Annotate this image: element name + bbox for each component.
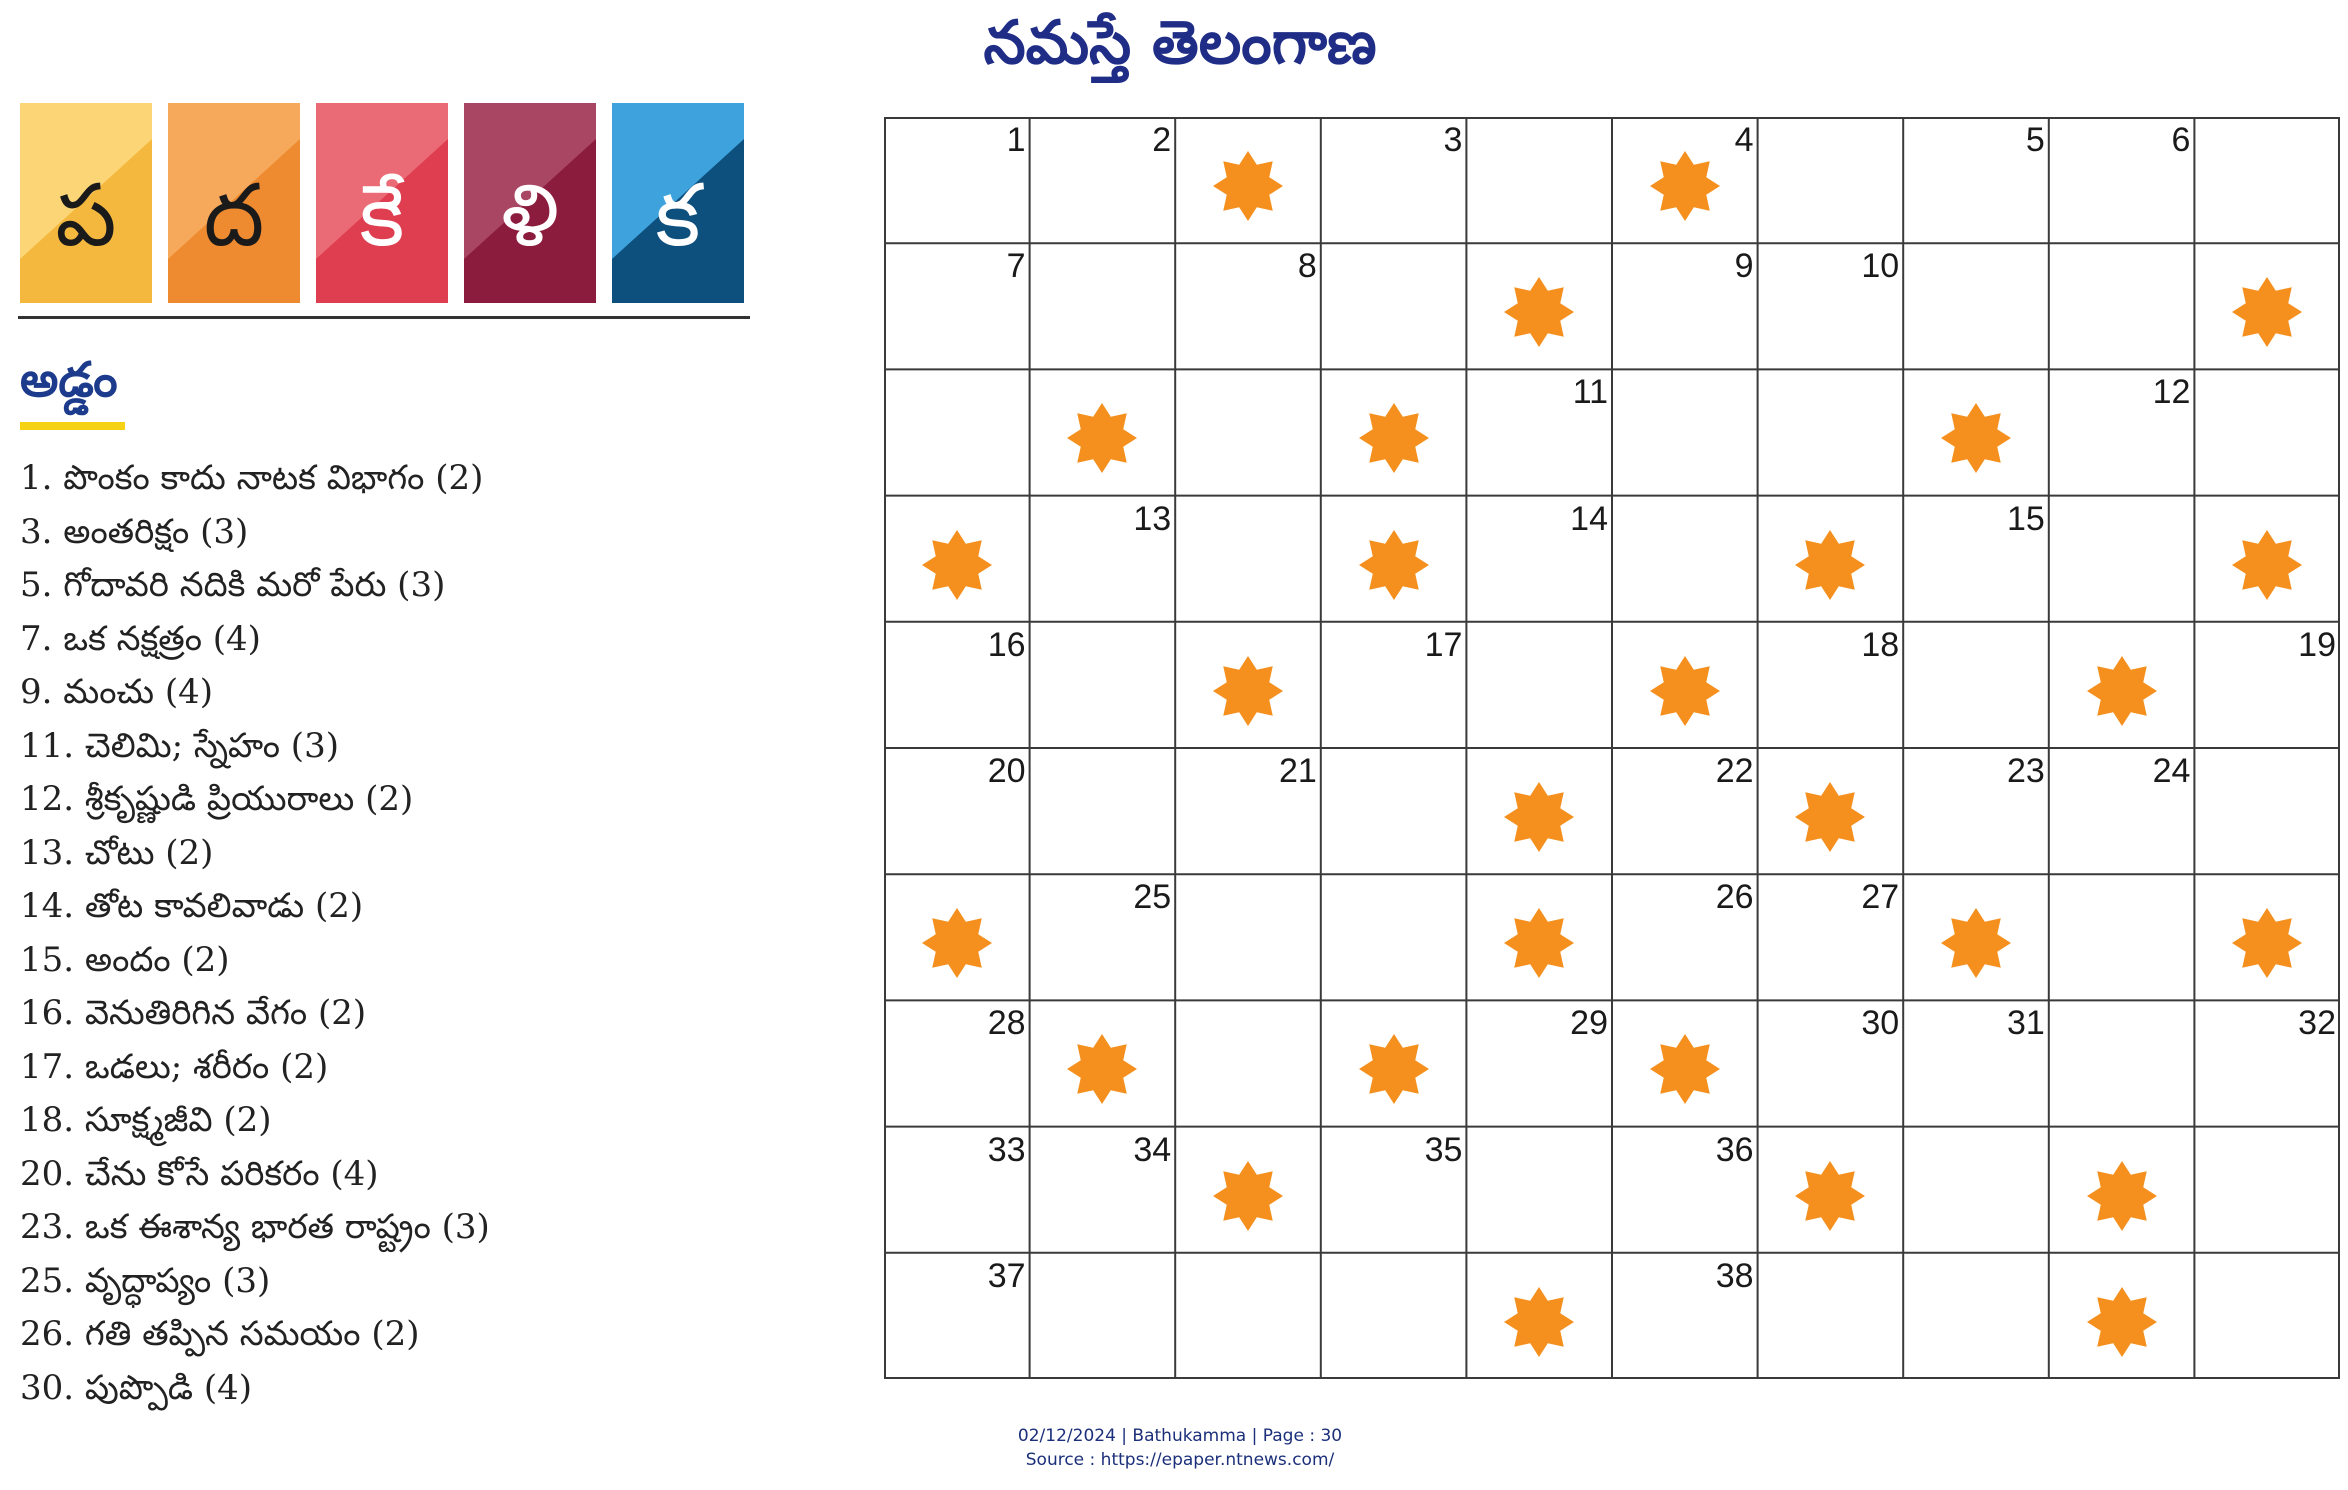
grid-cell[interactable] [1758, 117, 1904, 243]
clue-item: 17. ఒడలు; శరీరం (2) [20, 1046, 329, 1087]
cell-number: 7 [1006, 247, 1026, 286]
grid-cell-blocked [2194, 874, 2340, 1000]
cell-number: 38 [1715, 1256, 1754, 1295]
star-icon [1211, 654, 1285, 728]
grid-cell-blocked [1175, 622, 1321, 748]
grid-cell-blocked [1612, 1000, 1758, 1126]
grid-cell-blocked [1175, 1127, 1321, 1253]
grid-cell-blocked [1175, 117, 1321, 243]
cell-number: 20 [987, 752, 1026, 790]
grid-cell[interactable] [2194, 1000, 2340, 1126]
cell-number: 34 [1133, 1130, 1172, 1169]
grid-cell-blocked [884, 496, 1030, 622]
grid-cell-blocked [2049, 1127, 2195, 1253]
grid-cell-blocked [1758, 496, 1904, 622]
grid-cell[interactable] [1175, 874, 1321, 1000]
grid-cell[interactable] [1903, 1253, 2049, 1379]
star-icon [2085, 1159, 2159, 1233]
cell-number: 29 [1570, 1004, 1608, 1043]
grid-cell[interactable] [884, 369, 1030, 495]
clue-item: 13. చోటు (2) [20, 832, 214, 873]
cell-number: 17 [1424, 625, 1463, 664]
star-icon [1211, 149, 1285, 223]
grid-cell-blocked [1612, 117, 1758, 243]
grid-cell[interactable] [1903, 496, 2049, 622]
grid-cell[interactable] [2194, 1253, 2340, 1379]
clue-item: 3. అంతరిక్షం (3) [20, 511, 249, 552]
grid-cell[interactable] [1612, 496, 1758, 622]
grid-cell-blocked [1030, 1000, 1176, 1126]
grid-cell[interactable] [2194, 369, 2340, 495]
grid-cell[interactable] [1321, 1253, 1467, 1379]
footer-date-line: 02/12/2024 | Bathukamma | Page : 30 [1017, 1426, 1343, 1446]
clue-item: 14. తోట కావలివాడు (2) [20, 886, 364, 926]
clue-list [20, 452, 490, 1415]
tile-letter: కే [359, 166, 405, 266]
grid-cell[interactable] [2194, 1127, 2340, 1253]
cell-number: 5 [2025, 121, 2045, 159]
section-underline [20, 422, 125, 430]
tile-letter: ళి [500, 166, 560, 266]
grid-cell-blocked [1903, 369, 2049, 495]
grid-cell[interactable] [2049, 874, 2195, 1000]
grid-cell-blocked [2194, 243, 2340, 369]
puzzle-title-tiles [20, 103, 750, 303]
grid-cell[interactable] [2194, 748, 2340, 874]
cell-number: 8 [1297, 247, 1317, 286]
grid-cell[interactable] [1612, 874, 1758, 1000]
grid-cell[interactable] [1466, 1127, 1612, 1253]
star-icon [2230, 906, 2304, 980]
grid-cell[interactable] [2049, 243, 2195, 369]
star-icon [1939, 401, 2013, 475]
grid-cell[interactable] [1030, 243, 1176, 369]
star-icon [1793, 780, 1867, 854]
clue-item: 5. గోదావరి నదికి మరో పేరు (3) [20, 565, 446, 605]
grid-cell[interactable] [1758, 622, 1904, 748]
star-icon [1793, 528, 1867, 602]
grid-cell[interactable] [1175, 1253, 1321, 1379]
grid-cell[interactable] [1030, 622, 1176, 748]
grid-cell[interactable] [884, 1000, 1030, 1126]
cell-number: 19 [2298, 625, 2336, 664]
cell-number: 36 [1715, 1130, 1754, 1169]
grid-cell[interactable] [1030, 874, 1176, 1000]
grid-cell[interactable] [1175, 369, 1321, 495]
cell-number: 9 [1734, 247, 1754, 286]
cell-number: 4 [1734, 121, 1754, 159]
grid-cell[interactable] [1903, 622, 2049, 748]
title-tile [20, 103, 152, 303]
grid-cell[interactable] [1758, 369, 1904, 495]
grid-cell[interactable] [884, 1127, 1030, 1253]
cell-number: 6 [2171, 121, 2191, 159]
grid-cell[interactable] [1030, 1253, 1176, 1379]
grid-cell[interactable] [2049, 1000, 2195, 1126]
cell-number: 28 [987, 1004, 1026, 1043]
star-icon [2230, 528, 2304, 602]
cell-number: 15 [2006, 499, 2045, 538]
grid-cell[interactable] [2049, 748, 2195, 874]
cell-number: 25 [1133, 878, 1172, 917]
star-icon [1648, 1032, 1722, 1106]
cell-number: 3 [1443, 121, 1463, 159]
grid-cell-blocked [1612, 622, 1758, 748]
star-icon [2230, 275, 2304, 349]
grid-cell[interactable] [1758, 243, 1904, 369]
clue-item: 30. పుప్పొడి (4) [20, 1367, 253, 1408]
grid-cell[interactable] [2194, 622, 2340, 748]
cell-number: 21 [1278, 752, 1317, 790]
grid-cell-blocked [1321, 496, 1467, 622]
grid-cell[interactable] [1321, 117, 1467, 243]
grid-cell-blocked [2049, 1253, 2195, 1379]
clue-item: 1. పొంకం కాదు నాటక విభాగం (2) [20, 458, 484, 498]
cell-number: 26 [1715, 878, 1754, 917]
tile-letter: ప [55, 166, 117, 266]
grid-cell[interactable] [1321, 874, 1467, 1000]
grid-cell[interactable] [884, 243, 1030, 369]
grid-cell[interactable] [1903, 748, 2049, 874]
grid-cell-blocked [2194, 496, 2340, 622]
grid-cell[interactable] [1758, 1253, 1904, 1379]
star-icon [1065, 401, 1139, 475]
divider [18, 316, 750, 319]
grid-cell[interactable] [1466, 622, 1612, 748]
grid-cell[interactable] [1758, 874, 1904, 1000]
grid-cell[interactable] [1903, 243, 2049, 369]
star-icon [1939, 906, 2013, 980]
crossword-grid [884, 117, 2340, 1379]
grid-cell[interactable] [1175, 1000, 1321, 1126]
grid-cell[interactable] [2194, 117, 2340, 243]
grid-cell-blocked [884, 874, 1030, 1000]
star-icon [2085, 654, 2159, 728]
clue-item: 11. చెలిమి; స్నేహం (3) [20, 725, 339, 766]
cell-number: 27 [1861, 878, 1900, 917]
cell-number: 31 [2006, 1004, 2045, 1043]
grid-cell[interactable] [1903, 1127, 2049, 1253]
grid-cell[interactable] [1030, 1127, 1176, 1253]
clue-item: 15. అందం (2) [20, 939, 230, 980]
clue-item: 16. వెనుతిరిగిన వేగం (2) [20, 993, 367, 1033]
grid-cell[interactable] [1903, 1000, 2049, 1126]
star-icon [920, 906, 994, 980]
grid-cell[interactable] [884, 117, 1030, 243]
star-icon [1502, 780, 1576, 854]
grid-cell[interactable] [1612, 369, 1758, 495]
star-icon [1648, 149, 1722, 223]
grid-cell[interactable] [1612, 1127, 1758, 1253]
cell-number: 22 [1715, 752, 1754, 790]
cell-number: 14 [1570, 499, 1608, 538]
cell-number: 16 [987, 625, 1026, 664]
footer [900, 1424, 1460, 1472]
grid-cell[interactable] [1321, 622, 1467, 748]
clue-item: 20. చేను కోసే పరికరం (4) [20, 1153, 379, 1194]
cell-number: 11 [1572, 373, 1608, 412]
grid-cell[interactable] [884, 1253, 1030, 1379]
grid-cell[interactable] [1321, 748, 1467, 874]
grid-cell[interactable] [1466, 117, 1612, 243]
grid-cell[interactable] [884, 622, 1030, 748]
grid-cell-blocked [1466, 1253, 1612, 1379]
tile-letter: ద [203, 166, 265, 266]
cell-number: 12 [2152, 373, 2191, 412]
star-icon [1648, 654, 1722, 728]
section-title: అడ్డం [20, 352, 118, 408]
star-icon [2085, 1285, 2159, 1359]
grid-cell-blocked [1758, 1127, 1904, 1253]
cell-number: 13 [1133, 499, 1172, 538]
star-icon [1793, 1159, 1867, 1233]
cell-number: 18 [1861, 625, 1900, 664]
title-tile [168, 103, 300, 303]
grid-cell[interactable] [1612, 243, 1758, 369]
grid-cell[interactable] [1175, 243, 1321, 369]
clue-item: 9. మంచు (4) [20, 672, 214, 712]
grid-cell-blocked [1030, 369, 1176, 495]
grid-cell[interactable] [884, 748, 1030, 874]
grid-cell[interactable] [1321, 1127, 1467, 1253]
grid-cell[interactable] [1466, 496, 1612, 622]
cell-number: 24 [2152, 752, 2191, 790]
grid-cell[interactable] [2049, 369, 2195, 495]
grid-cell[interactable] [1030, 496, 1176, 622]
title-tile [464, 103, 596, 303]
cell-number: 1 [1006, 121, 1026, 159]
star-icon [1357, 401, 1431, 475]
title-tile [316, 103, 448, 303]
cell-number: 35 [1424, 1130, 1463, 1169]
star-icon [1065, 1032, 1139, 1106]
grid-cell-blocked [1321, 369, 1467, 495]
cell-number: 32 [2298, 1004, 2336, 1043]
grid-cell[interactable] [1175, 748, 1321, 874]
star-icon [1357, 528, 1431, 602]
clue-item: 7. ఒక నక్షత్రం (4) [20, 618, 261, 659]
grid-cell[interactable] [1030, 748, 1176, 874]
grid-cell-blocked [2049, 622, 2195, 748]
clue-item: 12. శ్రీకృష్ణుడి ప్రియురాలు (2) [20, 779, 414, 819]
grid-cell[interactable] [1030, 117, 1176, 243]
grid-cell-blocked [1466, 874, 1612, 1000]
cell-number: 30 [1861, 1004, 1900, 1043]
tile-letter: క [655, 166, 701, 266]
clue-item: 26. గతి తప్పిన సమయం (2) [20, 1314, 420, 1354]
footer-source-line: Source : https://epaper.ntnews.com/ [1025, 1450, 1335, 1470]
cell-number: 2 [1152, 121, 1172, 159]
clue-item: 23. ఒక ఈశాన్య భారత రాష్ట్రం (3) [20, 1207, 490, 1247]
star-icon [1357, 1032, 1431, 1106]
grid-cell-blocked [1466, 243, 1612, 369]
masthead-title: నమస్తే తెలంగాణ [983, 8, 1377, 78]
cell-number: 37 [987, 1256, 1026, 1295]
grid-cell[interactable] [1321, 243, 1467, 369]
grid-cell[interactable] [1612, 748, 1758, 874]
grid-cell-blocked [1321, 1000, 1467, 1126]
cell-number: 33 [987, 1130, 1026, 1169]
cell-number: 10 [1861, 247, 1900, 286]
star-icon [1502, 906, 1576, 980]
star-icon [920, 528, 994, 602]
star-icon [1502, 1285, 1576, 1359]
grid-cell[interactable] [1175, 496, 1321, 622]
clue-item: 18. సూక్ష్మజీవి (2) [20, 1100, 272, 1140]
grid-cell[interactable] [1466, 1000, 1612, 1126]
clue-item: 25. వృద్ధాప్యం (3) [20, 1260, 271, 1301]
grid-cell[interactable] [1903, 117, 2049, 243]
grid-cell[interactable] [1758, 1000, 1904, 1126]
grid-cell[interactable] [1466, 369, 1612, 495]
cell-number: 23 [2006, 752, 2045, 790]
grid-cell-blocked [1903, 874, 2049, 1000]
star-icon [1502, 275, 1576, 349]
grid-cell[interactable] [2049, 496, 2195, 622]
grid-cell-blocked [1466, 748, 1612, 874]
grid-cell[interactable] [1612, 1253, 1758, 1379]
grid-cell[interactable] [2049, 117, 2195, 243]
star-icon [1211, 1159, 1285, 1233]
title-tile [612, 103, 744, 303]
grid-cell-blocked [1758, 748, 1904, 874]
